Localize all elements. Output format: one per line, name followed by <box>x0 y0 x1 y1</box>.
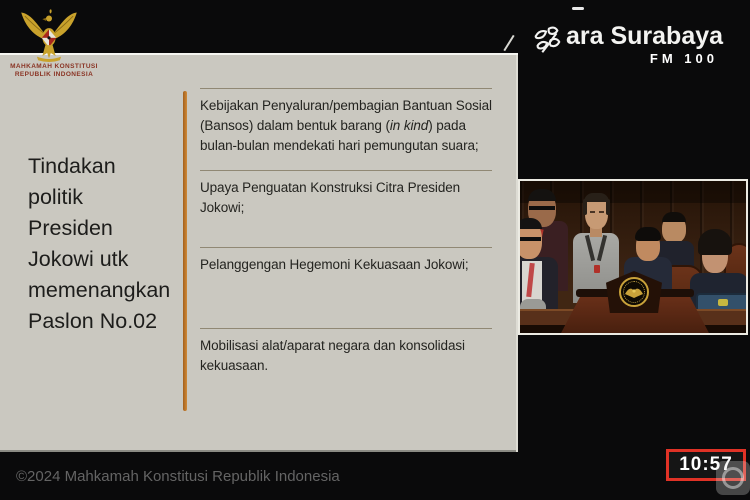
slide-bullet-citra: Upaya Penguatan Konstruksi Citra Presiden Jokowi; <box>200 170 492 218</box>
video-content <box>520 181 746 333</box>
courtroom-video-feed <box>518 179 748 335</box>
watermark-icon <box>716 461 750 495</box>
slide-title-line: politik <box>28 185 83 209</box>
speaker-hair-side <box>606 199 610 215</box>
attendee-front-left-glasses <box>520 237 541 241</box>
attendee-back-left-glasses <box>529 206 555 210</box>
italic-text: in kind <box>389 118 429 133</box>
speaker-hair-side <box>583 199 587 215</box>
podium-emblem-icon <box>619 277 649 307</box>
presentation-slide <box>0 53 518 452</box>
slide-bullet-bansos: Kebijakan Penyaluran/pembagian Bantuan Sosial (Bansos) dalam bentuk barang (in kind) pada bulan-bulan mendekati hari pemungutan suara; <box>200 88 492 156</box>
court-name-line2: REPUBLIK INDONESIA <box>14 71 94 78</box>
slide-bullet-mobilisasi: Mobilisasi alat/aparat negara dan konsolidasi kekuasaan. <box>200 328 492 376</box>
logo-dash <box>572 7 584 10</box>
speaker-eyes <box>590 211 595 213</box>
slide-accent-bar <box>183 91 187 411</box>
court-name <box>6 63 102 79</box>
slide-bullet-hegemoni: Pelanggengan Hegemoni Kekuasaan Jokowi; <box>200 247 492 275</box>
slide-title-line: memenangkan <box>28 278 171 302</box>
garuda-emblem-icon <box>18 4 80 62</box>
speaker-eyes <box>599 211 604 213</box>
attendee-center-hair <box>635 227 661 241</box>
slide-title-line: Presiden <box>28 216 113 240</box>
timestamp-value: 10:57 <box>679 454 733 475</box>
station-frequency: FM 100 <box>649 51 718 66</box>
slide-title-line: Paslon No.02 <box>28 309 158 333</box>
swoosh-line <box>503 35 514 51</box>
station-name: ara Surabaya <box>566 22 724 50</box>
copyright-text: ©2024 Mahkamah Konstitusi Republik Indonesia <box>16 468 340 485</box>
attendee-mid-hair <box>662 212 686 222</box>
speaker-badge <box>594 265 600 273</box>
slide-title-line: Jokowi utk <box>28 247 129 271</box>
attendee-right-hair <box>698 229 732 255</box>
station-leaf-icon <box>530 22 564 58</box>
slide-title-line: Tindakan <box>28 154 116 178</box>
slide-title <box>28 151 170 337</box>
laptop-sticker <box>718 299 728 306</box>
court-name-line1: MAHKAMAH KONSTITUSI <box>10 63 98 70</box>
